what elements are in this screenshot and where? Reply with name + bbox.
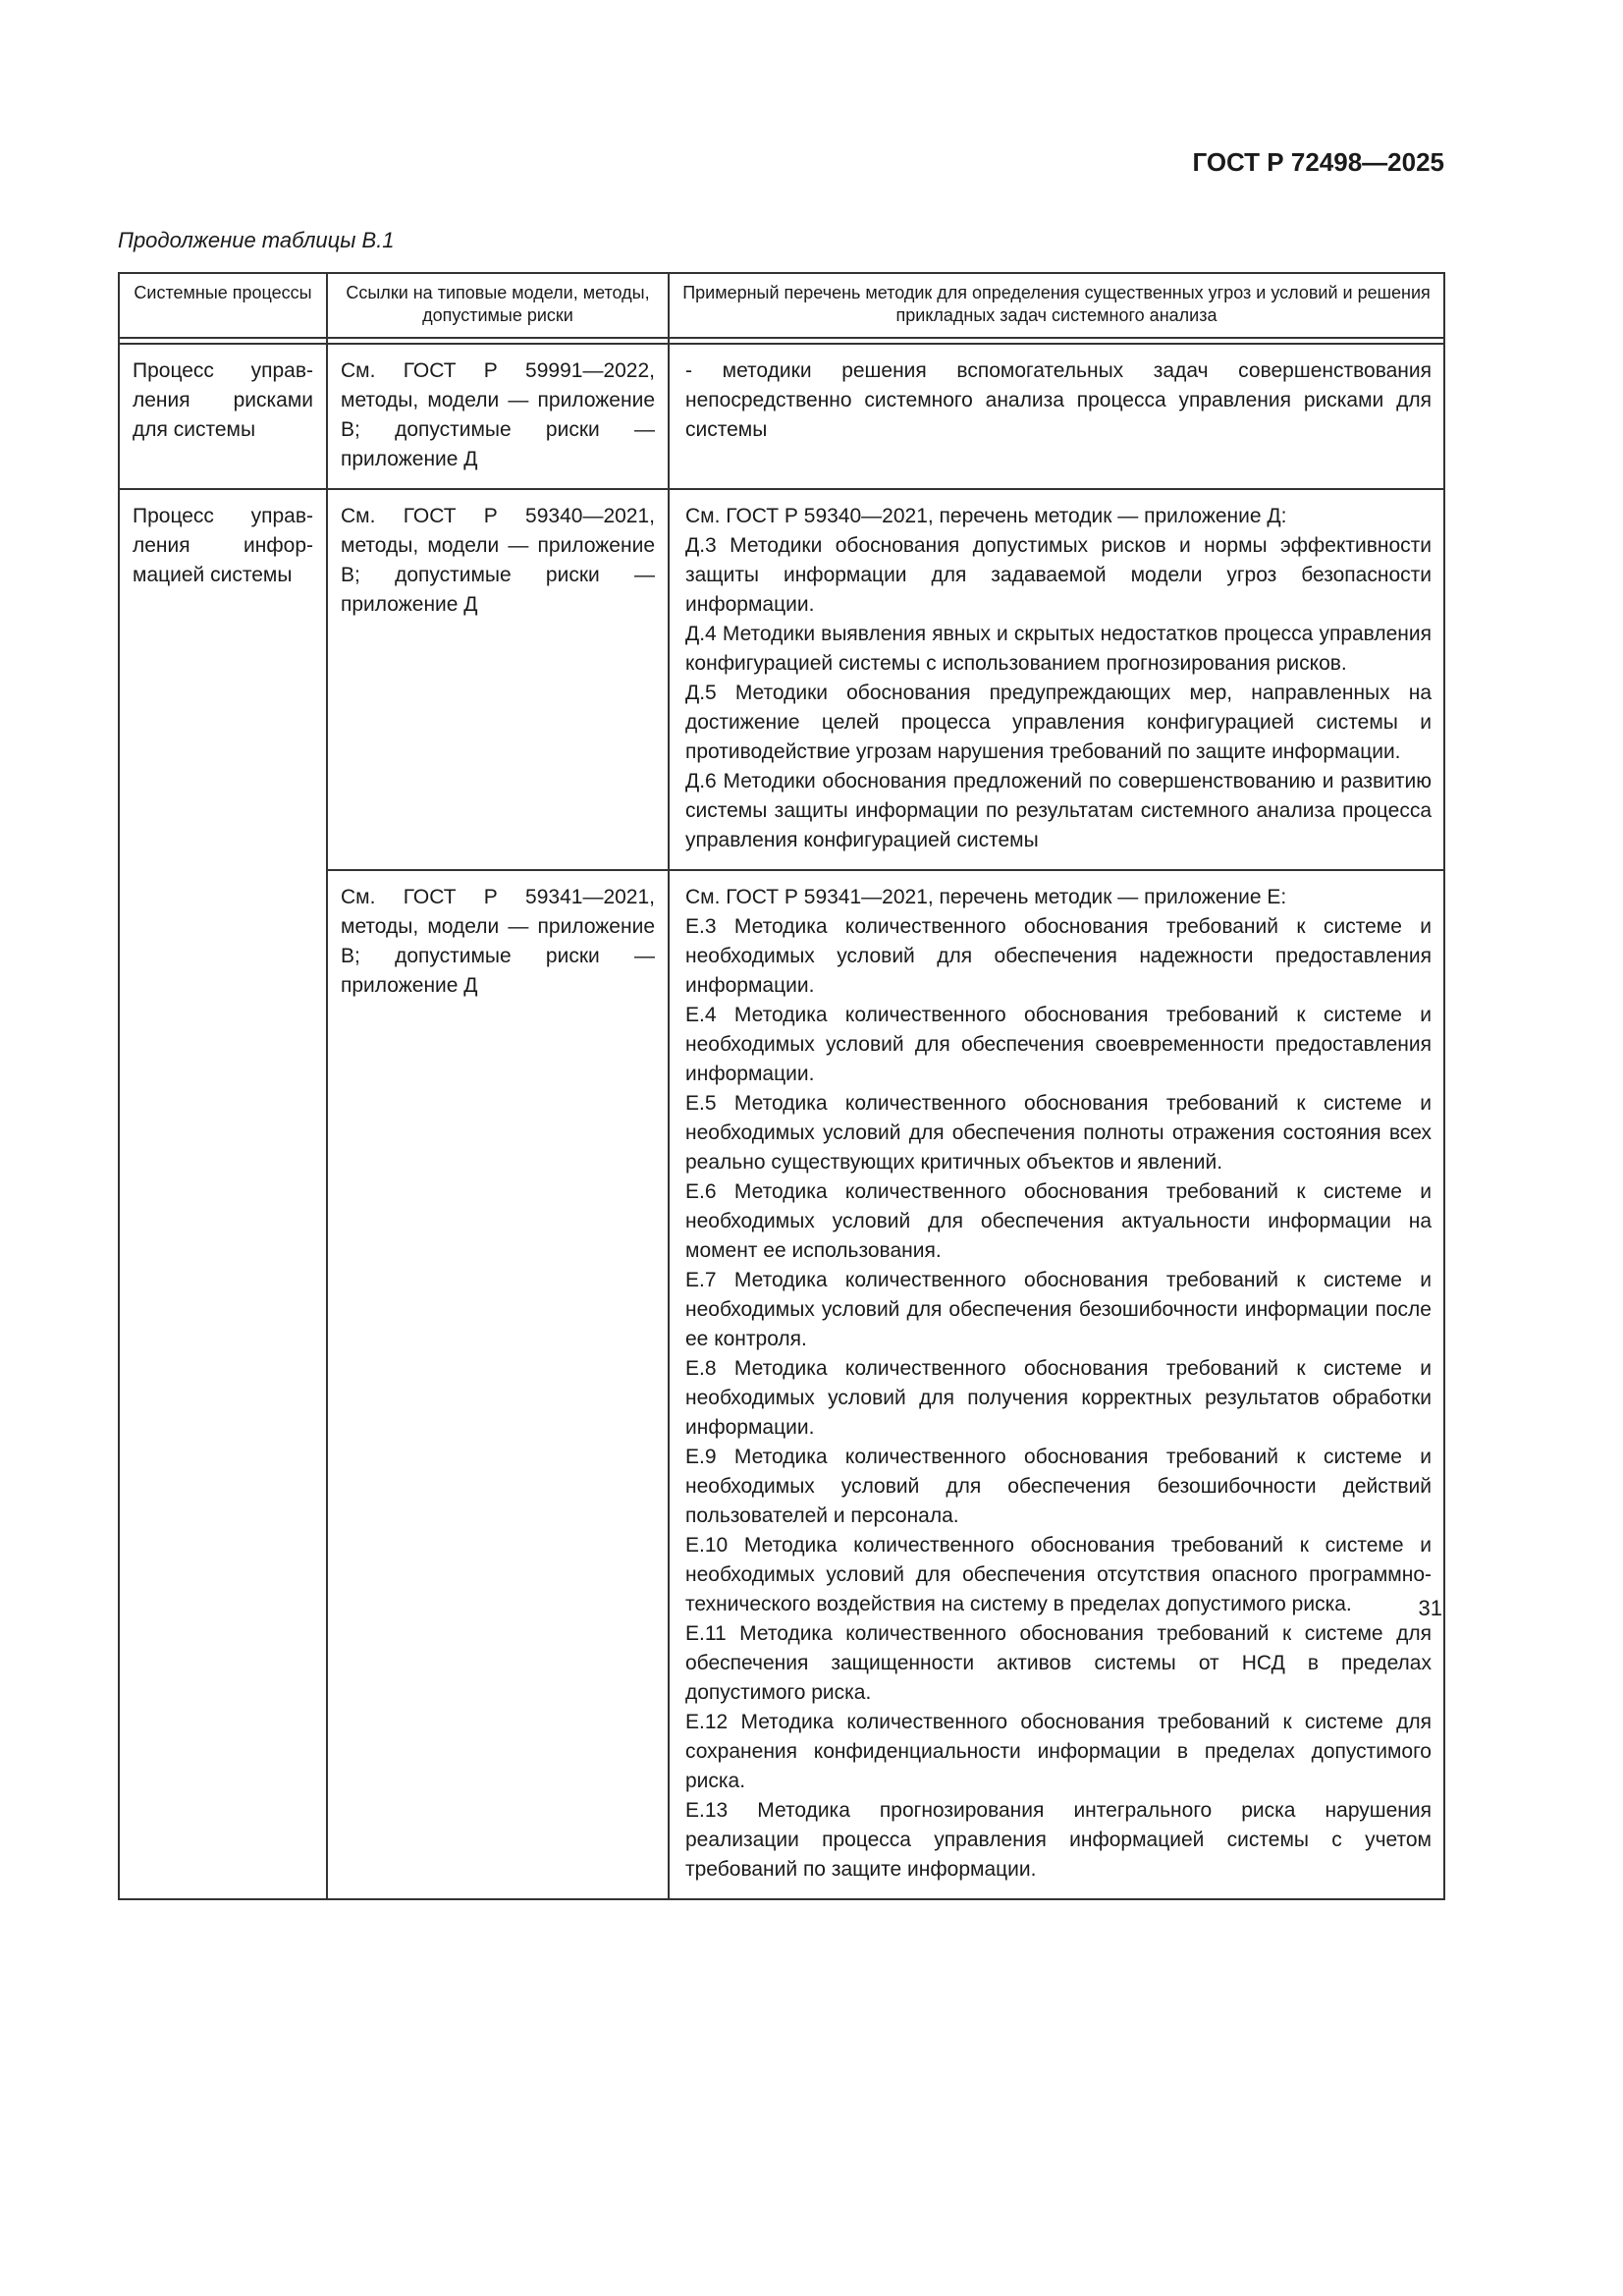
methods-cell [669,870,1444,1899]
method-item: Д.4 Методики выявления явных и скрытых недостатков процесса управления конфигурацией системы с использованием прогнозирования рисков. [685,623,1432,675]
column-header-references: Ссылки на типовые модели, методы, допустимые риски [327,273,669,338]
process-cell: Процесс управления информацией системы [119,489,327,1899]
method-item: Д.3 Методики обоснования допустимых рисков и нормы эффективности защиты информации для задаваемой модели угроз безопасности информации. [685,534,1432,616]
method-item: Е.13 Методика прогнозирования интегрального риска нарушения реализации процесса управления информацией системы с учетом требований по защите информации. [685,1799,1432,1881]
method-item: Е.11 Методика количественного обоснования требований к системе для обеспечения защищенности активов системы от НСД в пределах допустимого риска. [685,1622,1432,1704]
process-cell: Процесс управления рисками для системы [119,344,327,489]
column-header-processes: Системные процессы [119,273,327,338]
column-header-methods: Примерный перечень методик для определения существенных угроз и условий и решения прикладных задач системного анализа [669,273,1444,338]
method-item: Е.6 Методика количественного обоснования требований к системе и необходимых условий для обеспечения актуальности информации на момент ее использования. [685,1180,1432,1262]
document-code: ГОСТ Р 72498—2025 [1192,147,1444,177]
method-item: Е.8 Методика количественного обоснования требований к системе и необходимых условий для получения корректных результатов обработки информации. [685,1357,1432,1439]
method-item: Е.5 Методика количественного обоснования требований к системе и необходимых условий для обеспечения полноты отражения состояния всех реально существующих критичных объектов и явлений. [685,1092,1432,1174]
references-cell: См. ГОСТ Р 59991—2022, методы, модели — приложение В; допустимые риски — приложение Д [327,344,669,489]
method-item: Д.6 Методики обоснования предложений по совершенствованию и развитию системы защиты информации по результатам системного анализа процесса управления конфигурацией системы [685,770,1432,851]
method-item: Д.5 Методики обоснования предупреждающих мер, направленных на достижение целей процесса управления конфигурацией системы и противодействие угрозам нарушения требований по защите информации. [685,682,1432,763]
table-header-row [119,273,1444,338]
method-item: Е.10 Методика количественного обоснования требований к системе и необходимых условий для обеспечения отсутствия опасного программно-технического воздействия на систему в пределах допустимого риска. [685,1534,1432,1615]
methods-cell [669,344,1444,489]
method-item: Е.12 Методика количественного обоснования требований к системе для сохранения конфиденциальности информации в пределах допустимого риска. [685,1711,1432,1792]
method-item: Е.3 Методика количественного обоснования требований к системе и необходимых условий для обеспечения надежности предоставления информации. [685,915,1432,997]
references-cell: См. ГОСТ Р 59340—2021, методы, модели — приложение В; допустимые риски — приложение Д [327,489,669,870]
method-item: См. ГОСТ Р 59340—2021, перечень методик — приложение Д: [685,505,1287,527]
methods-table [118,272,1445,1900]
methods-cell [669,489,1444,870]
table-row [119,489,1444,870]
method-item: Е.7 Методика количественного обоснования требований к системе и необходимых условий для обеспечения безошибочности информации после ее контроля. [685,1269,1432,1350]
references-cell: См. ГОСТ Р 59341—2021, методы, модели — приложение В; допустимые риски — приложение Д [327,870,669,1899]
method-item: Е.4 Методика количественного обоснования требований к системе и необходимых условий для обеспечения своевременности предоставления информации. [685,1004,1432,1085]
table-row [119,344,1444,489]
method-item: - методики решения вспомогательных задач совершенствования непосредственно системного анализа процесса управления рисками для системы [685,359,1432,441]
method-item: См. ГОСТ Р 59341—2021, перечень методик — приложение Е: [685,886,1287,908]
table-caption: Продолжение таблицы В.1 [118,228,395,252]
page-number: 31 [1418,1596,1442,1620]
method-item: Е.9 Методика количественного обоснования требований к системе и необходимых условий для обеспечения безошибочности действий пользователей и персонала. [685,1446,1432,1527]
